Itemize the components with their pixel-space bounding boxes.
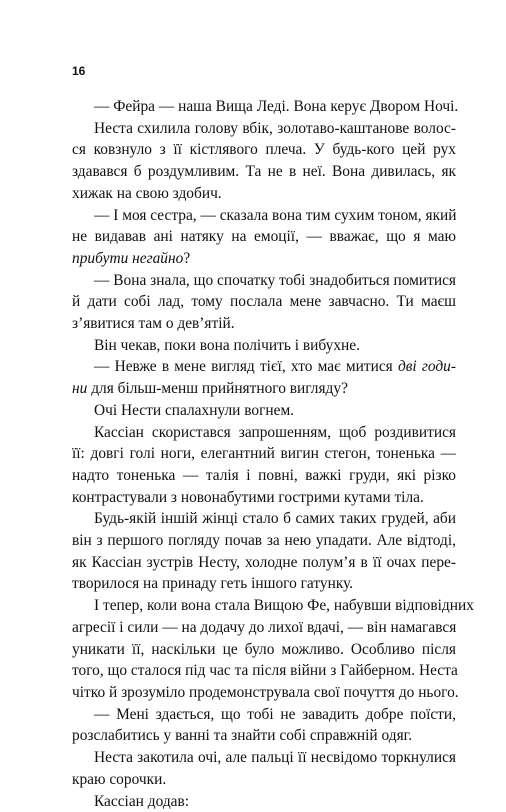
italic-text: дві годи-	[398, 358, 456, 375]
text-line: — І моя сестра, — сказала вона тим сухим тоном, який	[72, 205, 456, 227]
text-line: ся ковзнуло з її кістлявого плеча. У будь-кого цей рух	[72, 139, 456, 161]
text-line: — Вона знала, що спочатку тобі знадобиться помитися	[72, 270, 456, 292]
text-line: Він чекав, поки вона полічить і вибухне.	[72, 335, 456, 357]
text-run: — Невже в мене вигляд тієї, хто має митися	[94, 358, 398, 375]
text-line: краю сорочки.	[72, 769, 456, 791]
text-line: розслабитись у ванні та знайти собі справжній одяг.	[72, 725, 456, 747]
text-line: Кассіан скористався запрошенням, щоб роздивитися	[72, 422, 456, 444]
text-line: хижак на свою здобич.	[72, 183, 456, 205]
text-line	[72, 248, 456, 270]
text-line: творилося на принаду геть іншого гатунку.	[72, 573, 456, 595]
text-line: того, що сталося під час та після війни з Гайберном. Неста	[72, 660, 456, 682]
text-line: І тепер, коли вона стала Вищою Фе, набувши відповідних	[72, 595, 456, 617]
text-line: її: довгі голі ноги, елегантний вигин стегон, тоненька —	[72, 443, 456, 465]
text-line: Очі Нести спалахнули вогнем.	[72, 400, 456, 422]
page-number: 16	[72, 64, 85, 78]
text-line: — Мені здається, що тобі не завадить добре поїсти,	[72, 704, 456, 726]
text-line: уникати її, наскільки це було можливо. Особливо після	[72, 639, 456, 661]
italic-text: прибути негайно	[72, 250, 183, 267]
text-line: Неста схилила голову вбік, золотаво-каштанове волос-	[72, 118, 456, 140]
text-line: з’явитися там о дев’ятій.	[72, 313, 456, 335]
text-run: для більш-менш прийнятного вигляду?	[87, 380, 348, 397]
italic-text: ни	[72, 380, 87, 397]
text-line: він з першого погляду почав за нею упадати. Але відтоді,	[72, 530, 456, 552]
text-line: здавався б роздумливим. Та не в неї. Вона дивилась, як	[72, 161, 456, 183]
text-line: агресії і сили — на додачу до лихої вдачі, — він намагався	[72, 617, 456, 639]
text-line: Неста закотила очі, але пальці її несвідомо торкнулися	[72, 747, 456, 769]
text-line: контрастували з новонабутими гострими кутами тіла.	[72, 487, 456, 509]
text-line: й дати собі лад, тому послала мене завчасно. Ти маєш	[72, 291, 456, 313]
body-text	[72, 96, 456, 812]
text-line: надто тоненька — талія і повні, важкі груди, які різко	[72, 465, 456, 487]
text-line: чітко й зрозуміло продемонструвала свої почуття до нього.	[72, 682, 456, 704]
text-run: ?	[183, 250, 190, 267]
text-line: Будь-якій іншій жінці стало б самих таких грудей, аби	[72, 508, 456, 530]
text-line: Кассіан додав:	[72, 791, 456, 812]
text-line	[72, 378, 456, 400]
text-line: як Кассіан зустрів Несту, холодне полум’я в її очах пере-	[72, 552, 456, 574]
text-line: — Фейра — наша Вища Леді. Вона керує Двором Ночі.	[72, 96, 456, 118]
text-line	[72, 356, 456, 378]
text-line: не видавав ані натяку на емоції, — вважає, що я маю	[72, 226, 456, 248]
